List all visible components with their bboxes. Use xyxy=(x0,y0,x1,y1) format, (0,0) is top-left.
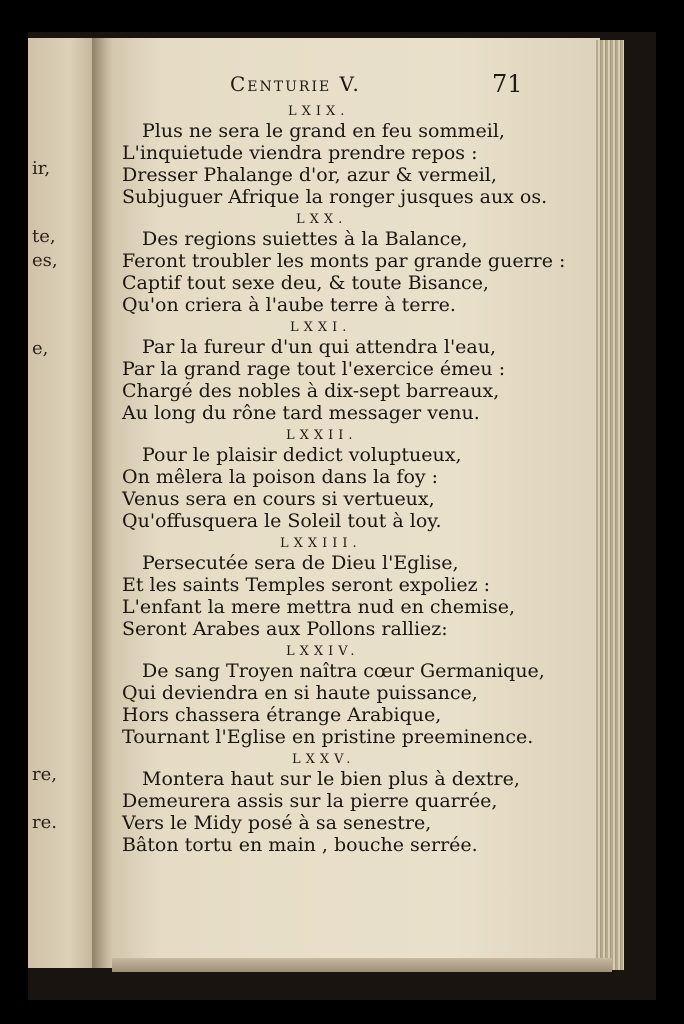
verse-line: De sang Troyen naîtra cœur Germanique, xyxy=(142,660,545,682)
verse-line: Des regions suiettes à la Balance, xyxy=(142,228,468,250)
verse-line: Par la fureur d'un qui attendra l'eau, xyxy=(142,336,497,358)
verse-line: Qu'offusquera le Soleil tout à loy. xyxy=(122,510,442,532)
verse-line: L'inquietude viendra prendre repos : xyxy=(122,142,478,164)
page-header xyxy=(200,70,560,104)
verse-line: Feront troubler les monts par grande guerre : xyxy=(122,250,566,272)
running-title: Centurie V. xyxy=(230,72,361,96)
quatrain-number: LXX. xyxy=(296,212,348,227)
quatrain-number: LXXIV. xyxy=(286,644,360,659)
verse-line: Par la grand rage tout l'exercice émeu : xyxy=(122,358,506,380)
page-edges xyxy=(596,40,624,970)
left-fragment: ir, xyxy=(32,158,51,179)
verse-line: Persecutée sera de Dieu l'Eglise, xyxy=(142,552,459,574)
verse-line: Captif tout sexe deu, & toute Bisance, xyxy=(122,272,489,294)
left-fragment: re. xyxy=(32,812,57,833)
verse-line: Au long du rône tard messager venu. xyxy=(122,402,480,424)
verse-line: Tournant l'Eglise en pristine preeminence. xyxy=(122,726,534,748)
verse-line: Seront Arabes aux Pollons ralliez: xyxy=(122,618,448,640)
left-fragment: re, xyxy=(32,764,57,785)
left-fragment: te, xyxy=(32,226,56,247)
verse-line: Bâton tortu en main , bouche serrée. xyxy=(122,834,478,856)
verse-line: Vers le Midy posé à sa senestre, xyxy=(122,812,432,834)
verse-line: Qu'on criera à l'aube terre à terre. xyxy=(122,294,456,316)
verse-line: Montera haut sur le bien plus à dextre, xyxy=(142,768,520,790)
quatrain-number: LXXV. xyxy=(292,752,356,767)
page-number: 71 xyxy=(492,70,523,98)
verse-line: Hors chassera étrange Arabique, xyxy=(122,704,442,726)
verse-line: L'enfant la mere mettra nud en chemise, xyxy=(122,596,516,618)
bottom-page-edge xyxy=(112,958,612,972)
verse-line: On mêlera la poison dans la foy : xyxy=(122,466,439,488)
verse-line: Pour le plaisir dedict voluptueux, xyxy=(142,444,462,466)
verse-line: Plus ne sera le grand en feu sommeil, xyxy=(142,120,505,142)
quatrain-number: LXIX. xyxy=(288,104,350,119)
quatrain-number: LXXI. xyxy=(290,320,352,335)
verse-line: Qui deviendra en si haute puissance, xyxy=(122,682,478,704)
verse-line: Subjuguer Afrique la ronger jusques aux os. xyxy=(122,186,548,208)
verse-line: Dresser Phalange d'or, azur & vermeil, xyxy=(122,164,497,186)
verse-line: Venus sera en cours si vertueux, xyxy=(122,488,435,510)
left-fragment: e, xyxy=(32,338,49,359)
quatrain-number: LXXIII. xyxy=(280,536,362,551)
quatrain-number: LXXII. xyxy=(286,428,358,443)
verse-line: Chargé des nobles à dix-sept barreaux, xyxy=(122,380,500,402)
verse-line: Et les saints Temples seront expoliez : xyxy=(122,574,491,596)
verse-line: Demeurera assis sur la pierre quarrée, xyxy=(122,790,498,812)
left-fragment: es, xyxy=(32,250,58,271)
